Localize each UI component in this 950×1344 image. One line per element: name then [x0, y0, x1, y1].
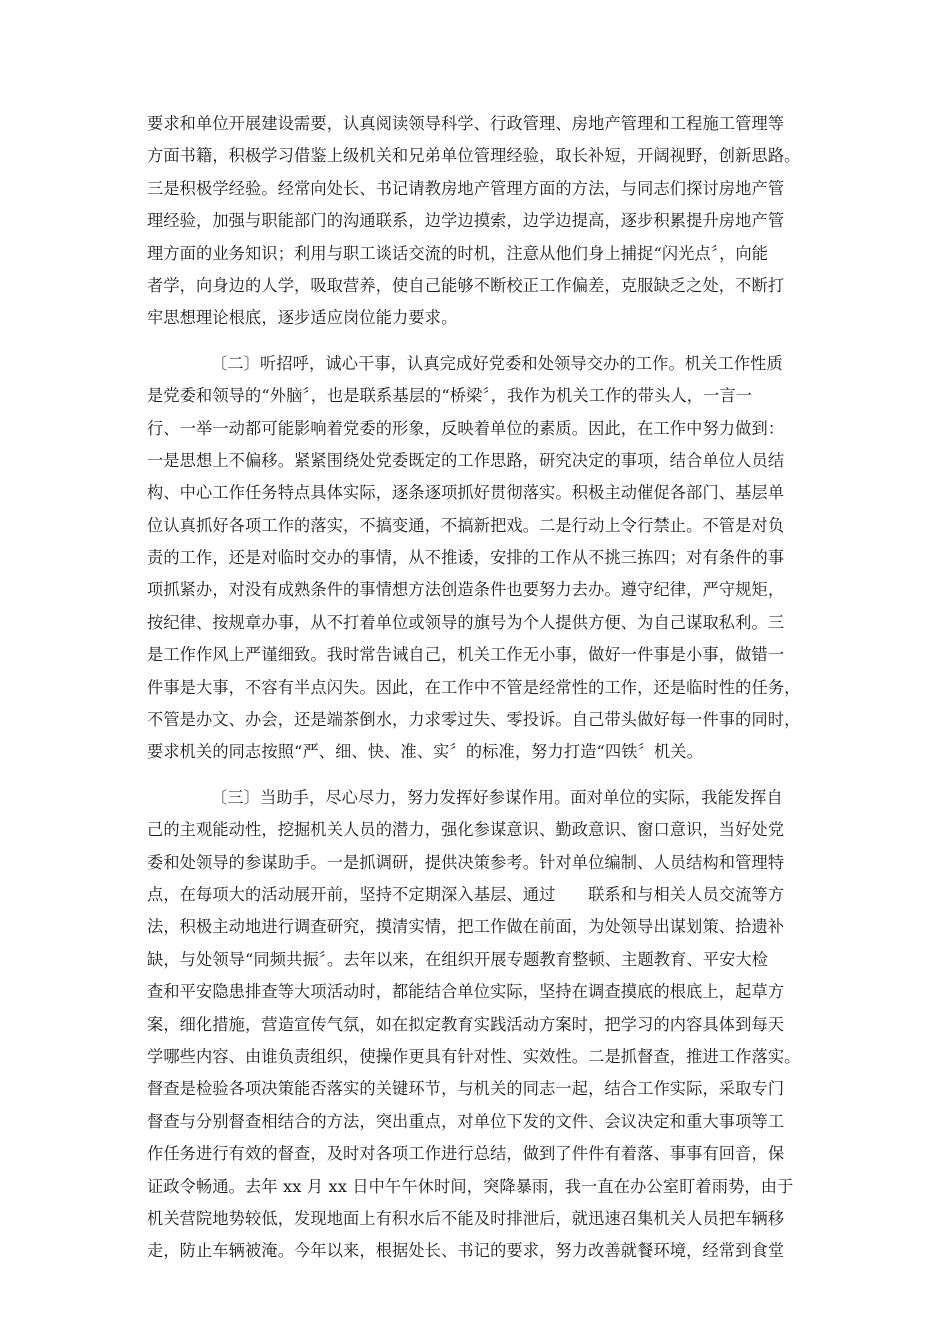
- text-line: 理方面的业务知识；利用与职工谈话交流的时机，注意从他们身上捕捉“闪光点〞，向能: [147, 243, 769, 263]
- text-line: 件事是大事，不容有半点闪失。因此，在工作中不管是经常性的工作，还是临时性的任务，: [147, 677, 801, 697]
- text-line: 要求机关的同志按照“严、细、快、准、实〞的标准，努力打造“四铁〞机关。: [147, 742, 703, 762]
- text-line: 学哪些内容、由谁负责组织，使操作更具有针对性、实效性。二是抓督查，推进工作落实。: [147, 1046, 801, 1066]
- text-line: 缺，与处领导“同频共振〞。去年以来，在组织开展专题教育整顿、主题教育、平安大检: [147, 949, 769, 969]
- paragraph-spacer: [147, 769, 803, 782]
- text-line: 项抓紧办，对没有成熟条件的事情想方法创造条件也要努力去办。遵守纪律，严守规矩，: [147, 580, 785, 600]
- text-line: 一是思想上不偏移。紧紧围绕处党委既定的工作思路，研究决定的事项，结合单位人员结: [147, 450, 785, 470]
- text-line: 作任务进行有效的督查，及时对各项工作进行总结，做到了件件有着落、事事有回音，保: [147, 1144, 785, 1164]
- text-line: 三是积极学经验。经常向处长、书记请教房地产管理方面的方法，与同志们探讨房地产管: [147, 178, 785, 198]
- text-line: 是党委和领导的“外脑〞，也是联系基层的“桥梁〞，我作为机关工作的带头人，一言一: [147, 386, 753, 406]
- text-line: 案，细化措施，营造宣传气氛，如在拟定教育实践活动方案时，把学习的内容具体到每天: [147, 1014, 785, 1034]
- paragraph-2: [147, 348, 803, 769]
- text-line: 己的主观能动性，挖掘机关人员的潜力，强化参谋意识、勤政意识、窗口意识，当好处党: [147, 820, 785, 840]
- paragraph-spacer: [147, 335, 803, 348]
- document-body: [147, 108, 803, 1268]
- text-line: 查和平安隐患排查等大项活动时，都能结合单位实际，坚持在调查摸底的根底上，起草方: [147, 982, 785, 1002]
- paragraph-3: [147, 782, 803, 1268]
- text-line: 行、一举一动都可能影响着党委的形象，反映着单位的素质。因此，在工作中努力做到：: [147, 418, 785, 438]
- text-line: 委和处领导的参谋助手。一是抓调研，提供决策参考。针对单位编制、人员结构和管理特: [147, 852, 785, 872]
- text-line: 点，在每项大的活动展开前，坚持不定期深入基层、通过 联系和与相关人员交流等方: [147, 884, 785, 904]
- text-line: 机关营院地势较低，发现地面上有积水后不能及时排泄后，就迅速召集机关人员把车辆移: [147, 1208, 785, 1228]
- text-line: 不管是办文、办会，还是端茶倒水，力求零过失、零投诉。自己带头做好每一件事的同时，: [147, 710, 801, 730]
- text-line: 者学，向身边的人学，吸取营养，使自己能够不断校正工作偏差，克服缺乏之处，不断打: [147, 275, 785, 295]
- text-line: 〔三〕当助手，尽心尽力，努力发挥好参谋作用。面对单位的实际，我能发挥自: [211, 787, 783, 807]
- text-line: 是工作作风上严谨细致。我时常告诫自己，机关工作无小事，做好一件事是小事，做错一: [147, 645, 785, 665]
- text-line: 按纪律、按规章办事，从不打着单位或领导的旗号为个人提供方便、为自己谋取私利。三: [147, 612, 785, 632]
- text-line: 要求和单位开展建设需要，认真阅读领导科学、行政管理、房地产管理和工程施工管理等: [147, 114, 785, 133]
- text-line: 法，积极主动地进行调查研究，摸清实情，把工作做在前面，为处领导出谋划策、拾遗补: [147, 917, 785, 937]
- text-line: 牢思想理论根底，逐步适应岗位能力要求。: [147, 308, 458, 328]
- text-line: 位认真抓好各项工作的落实，不搞变通，不搞新把戏。二是行动上令行禁止。不管是对负: [147, 515, 785, 535]
- text-line: 方面书籍，积极学习借鉴上级机关和兄弟单位管理经验，取长补短，开阔视野，创新思路。: [147, 146, 801, 166]
- text-line: 督查与分别督查相结合的方法，突出重点，对单位下发的文件、会议决定和重大事项等工: [147, 1111, 785, 1131]
- text-line: 走，防止车辆被淹。今年以来，根据处长、书记的要求，努力改善就餐环境，经常到食堂: [147, 1241, 785, 1261]
- paragraph-1: [147, 108, 803, 335]
- text-line: 理经验，加强与职能部门的沟通联系，边学边摸索，边学边提高，逐步积累提升房地产管: [147, 211, 785, 231]
- text-line: 证政令畅通。去年 xx 月 xx 日中午午休时间，突降暴雨，我一直在办公室盯着雨势，由于: [147, 1176, 794, 1196]
- text-line: 〔二〕听招呼，诚心干事，认真完成好党委和处领导交办的工作。机关工作性质: [211, 353, 783, 373]
- text-line: 督查是检验各项决策能否落实的关键环节，与机关的同志一起，结合工作实际，采取专门: [147, 1079, 785, 1099]
- text-line: 责的工作，还是对临时交办的事情，从不推诿，安排的工作从不挑三拣四；对有条件的事: [147, 548, 785, 568]
- text-line: 构、中心工作任务特点具体实际，逐条逐项抓好贯彻落实。积极主动催促各部门、基层单: [147, 483, 785, 503]
